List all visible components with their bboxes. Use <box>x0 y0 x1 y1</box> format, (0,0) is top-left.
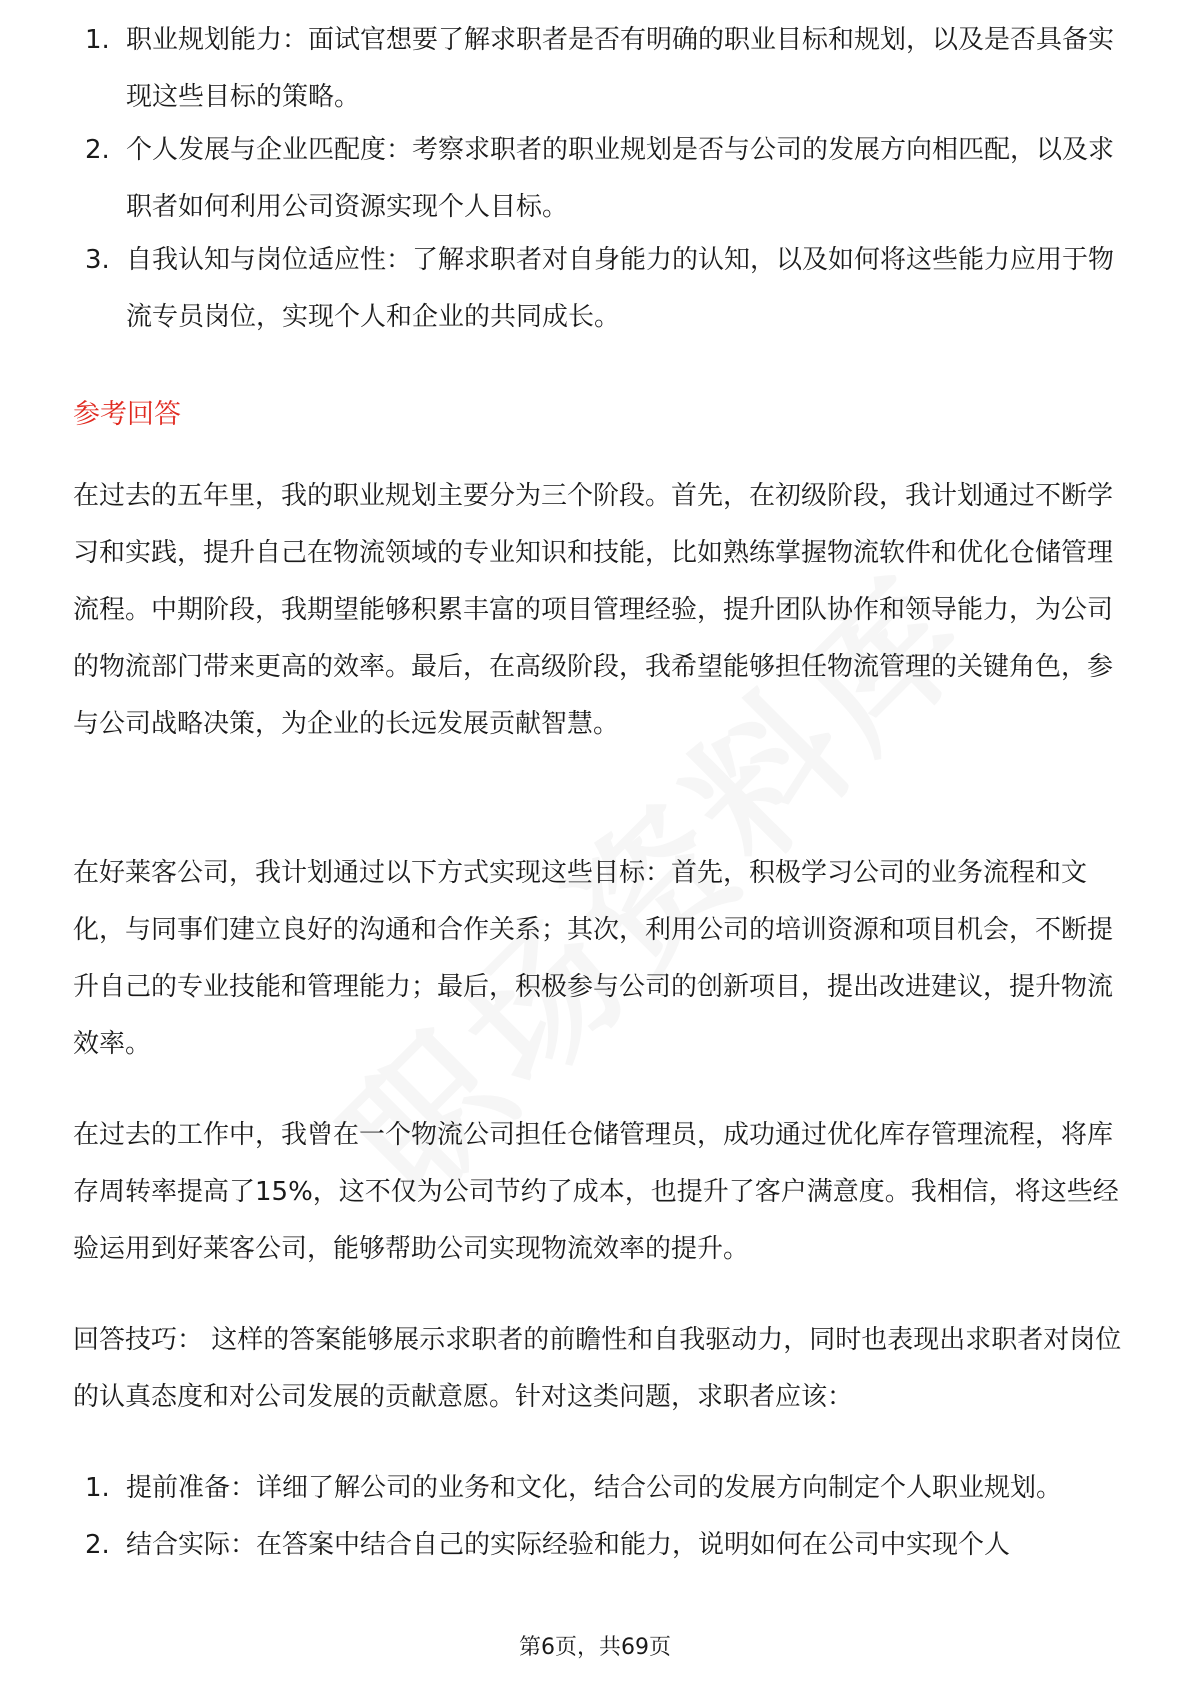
list-item <box>73 1517 1123 1574</box>
list-item-text: 职业规划能力：面试官想要了解求职者是否有明确的职业目标和规划，以及是否具备实现这些目标的策略。 <box>126 25 1115 112</box>
list-item-number: 2. <box>85 1530 110 1560</box>
list-item-number: 1. <box>85 1473 110 1503</box>
top-numbered-list <box>73 25 1123 346</box>
list-item <box>73 1460 1123 1517</box>
list-item-text: 自我认知与岗位适应性：了解求职者对自身能力的认知，以及如何将这些能力应用于物流专员岗位，实现个人和企业的共同成长。 <box>126 245 1115 332</box>
list-item-text: 提前准备：详细了解公司的业务和文化，结合公司的发展方向制定个人职业规划。 <box>126 1473 1063 1503</box>
answer-paragraph: 在好莱客公司，我计划通过以下方式实现这些目标：首先，积极学习公司的业务流程和文化，与同事们建立良好的沟通和合作关系；其次，利用公司的培训资源和项目机会，不断提升自己的专业技能和管理能力；最后，积极参与公司的创新项目，提出改进建议，提升物流效率。 <box>73 858 1114 1059</box>
list-item-number: 1. <box>85 25 110 55</box>
list-item-number: 2. <box>85 135 110 165</box>
list-item-text: 结合实际：在答案中结合自己的实际经验和能力，说明如何在公司中实现个人 <box>126 1530 1011 1560</box>
answer-paragraph: 在过去的工作中，我曾在一个物流公司担任仓储管理员，成功通过优化库存管理流程，将库存周转率提高了15%，这不仅为公司节约了成本，也提升了客户满意度。我相信，将这些经验运用到好莱客公司，能够帮助公司实现物流效率的提升。 <box>73 1120 1119 1264</box>
bottom-numbered-list <box>73 1460 1123 1574</box>
answer-tips-paragraph: 回答技巧： 这样的答案能够展示求职者的前瞻性和自我驱动力，同时也表现出求职者对岗位的认真态度和对公司发展的贡献意愿。针对这类问题，求职者应该： <box>73 1325 1122 1412</box>
page-number-footer: 第6页，共69页 <box>519 1635 671 1660</box>
list-item <box>73 122 1123 236</box>
answer-paragraph: 在过去的五年里，我的职业规划主要分为三个阶段。首先，在初级阶段，我计划通过不断学习和实践，提升自己在物流领域的专业知识和技能，比如熟练掌握物流软件和优化仓储管理流程。中期阶段，我期望能够积累丰富的项目管理经验，提升团队协作和领导能力，为公司的物流部门带来更高的效率。最后，在高级阶段，我希望能够担任物流管理的关键角色，参与公司战略决策，为企业的长远发展贡献智慧。 <box>73 481 1114 739</box>
list-item-text: 个人发展与企业匹配度：考察求职者的职业规划是否与公司的发展方向相匹配，以及求职者如何利用公司资源实现个人目标。 <box>126 135 1115 222</box>
list-item-number: 3. <box>85 245 110 275</box>
list-item <box>73 12 1123 126</box>
reference-answer-heading: 参考回答 <box>73 399 181 430</box>
list-item <box>73 232 1123 346</box>
